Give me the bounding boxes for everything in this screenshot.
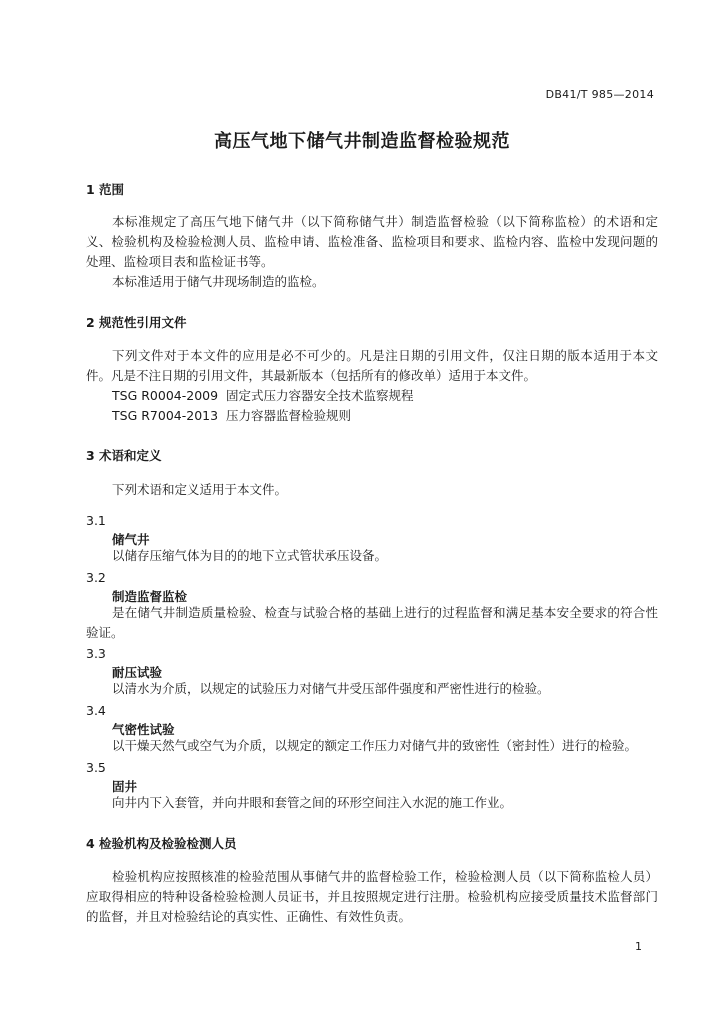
reference-item: TSG R7004-2013 压力容器监督检验规则 xyxy=(112,408,351,423)
reference-item: TSG R0004-2009 固定式压力容器安全技术监察规程 xyxy=(112,388,414,403)
term-definition: 以清水为介质，以规定的试验压力对储气井受压部件强度和严密性进行的检验。 xyxy=(112,681,550,696)
term-definition: 以储存压缩气体为目的的地下立式管状承压设备。 xyxy=(112,548,388,563)
term-number: 3.3 xyxy=(86,646,106,661)
term-name: 固井 xyxy=(112,779,138,794)
term-name: 制造监督监检 xyxy=(112,589,188,604)
term-definition: 向井内下入套管，并向井眼和套管之间的环形空间注入水泥的施工作业。 xyxy=(112,795,513,810)
term-number: 3.5 xyxy=(86,760,106,775)
term-number: 3.1 xyxy=(86,513,106,528)
section-3-intro: 下列术语和定义适用于本文件。 xyxy=(112,482,288,497)
section-2-heading: 2 规范性引用文件 xyxy=(86,315,187,330)
term-number: 3.2 xyxy=(86,570,106,585)
section-1-heading: 1 范围 xyxy=(86,182,125,197)
section-2-paragraph-1: 下列文件对于本文件的应用是必不可少的。凡是注日期的引用文件，仅注日期的版本适用于本文件。凡是不注日期的引用文件，其最新版本（包括所有的修改单）适用于本文件。 xyxy=(86,348,658,383)
term-definition: 以干燥天然气或空气为介质，以规定的额定工作压力对储气井的致密性（密封性）进行的检验。 xyxy=(112,738,638,753)
term-name: 储气井 xyxy=(112,532,150,547)
section-4-heading: 4 检验机构及检验检测人员 xyxy=(86,836,237,851)
section-1-paragraph-1: 本标准规定了高压气地下储气井（以下简称储气井）制造监督检验（以下简称监检）的术语和定义、检验机构及检验检测人员、监检申请、监检准备、监检项目和要求、监检内容、监检中发现问题的处理、监检项目表和监检证书等。 xyxy=(86,214,658,269)
section-1-paragraph-2: 本标准适用于储气井现场制造的监检。 xyxy=(112,274,325,289)
document-title: 高压气地下储气井制造监督检验规范 xyxy=(214,131,510,152)
term-name: 耐压试验 xyxy=(112,665,163,680)
term-definition: 是在储气井制造质量检验、检查与试验合格的基础上进行的过程监督和满足基本安全要求的符合性验证。 xyxy=(86,605,658,640)
section-3-heading: 3 术语和定义 xyxy=(86,448,162,463)
page-number: 1 xyxy=(635,940,642,953)
term-name: 气密性试验 xyxy=(112,722,175,737)
document-code: DB41/T 985—2014 xyxy=(545,88,654,101)
section-4-paragraph-1: 检验机构应按照核准的检验范围从事储气井的监督检验工作，检验检测人员（以下简称监检人员）应取得相应的特种设备检验检测人员证书，并且按照规定进行注册。检验机构应接受质量技术监督部门的监督，并且对检验结论的真实性、正确性、有效性负责。 xyxy=(86,869,658,924)
term-number: 3.4 xyxy=(86,703,106,718)
